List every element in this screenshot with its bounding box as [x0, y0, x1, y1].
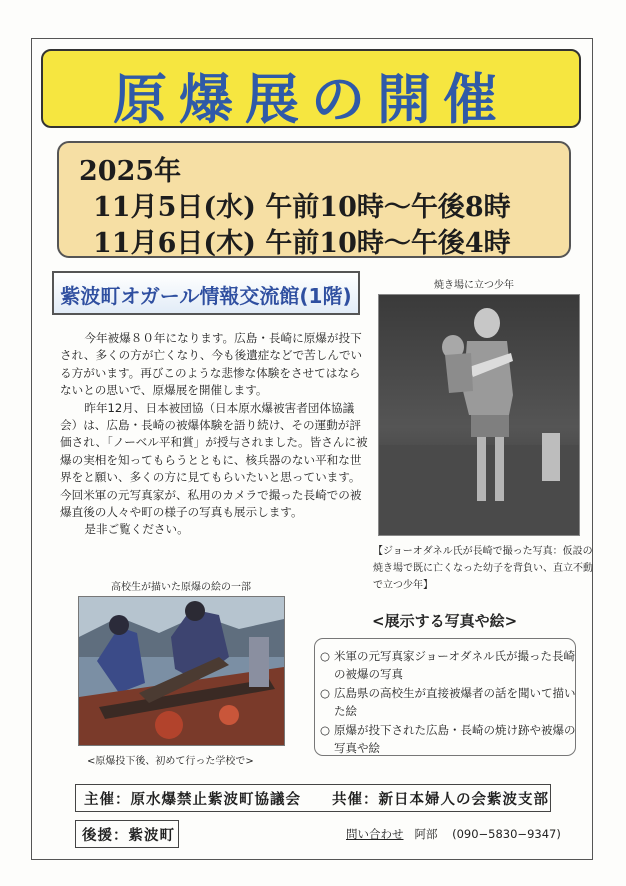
intro-paragraph: 今年被爆８０年になります。広島・長崎に原爆が投下され、多くの方が亡くなり、今も後遺症などで苦しんでいる方がいます。再びこのような悲惨な体験をさせてはならないとの思いで、原爆展を開催します。 [60, 331, 363, 398]
bullet-circle-icon: ○ [320, 686, 331, 700]
contact-label: 問い合わせ [346, 827, 404, 841]
exhibit-heading: <展示する写真や絵> [372, 612, 518, 630]
intro-text [60, 330, 368, 539]
intro-paragraph: 昨年12月、日本被団協（日本原水爆被害者団体協議会）は、広島・長崎の被爆体験を語り続け、その運動が評価され、「ノーベル平和賞」が授与されました。皆さんに被爆の実相を知ってもらうとともに、核兵器のない平和な世界をと願い、多くの方に見てもらいたいと思っています。今回米軍の元写真家が、私用のカメラで撮った長崎での被爆直後の人々や町の様子の写真も展示します。 [60, 400, 368, 520]
organizer-box [75, 784, 551, 812]
photo-title: 焼き場に立つ少年 [434, 280, 514, 291]
photo-caption: 【ジョーオダネル氏が長崎で撮った写真：仮設の焼き場で既に亡くなった幼子を背負い、直立不動で立つ少年】 [373, 546, 593, 591]
intro-paragraph: 是非ご覧ください。 [84, 522, 189, 537]
list-item: ○ 広島県の高校生が直接被爆者の話を聞いて描いた絵 [320, 686, 576, 718]
list-item: ○ 原爆が投下された広島・長崎の焼け跡や被爆の写真や絵 [320, 723, 576, 755]
contact-info [346, 826, 561, 842]
bullet-circle-icon: ○ [320, 723, 331, 737]
page-title: 原爆展の開催 [113, 67, 509, 131]
event-year: 2025年 [79, 156, 182, 187]
title-banner [41, 49, 581, 131]
event-date-2: 11月6日(木) 午前10時〜午後4時 [93, 228, 511, 259]
venue-banner [52, 271, 360, 315]
list-item: ○ 米軍の元写真家ジョーオダネル氏が撮った長崎の被爆の写真 [320, 649, 576, 681]
venue-name: 紫波町オガール情報交流館(1階) [60, 284, 352, 308]
date-panel [57, 141, 571, 258]
painting-artwork [79, 597, 284, 745]
organizer-line: 主催：原水爆禁止紫波町協議会 共催：新日本婦人の会紫波支部 [84, 792, 549, 808]
exhibit-list [314, 638, 576, 756]
boy-photo [378, 294, 580, 536]
support-box [75, 820, 179, 848]
contact-phone: (090−5830−9347) [452, 827, 561, 841]
contact-name: 阿部 [414, 827, 438, 841]
boy-photo-image [379, 295, 579, 535]
bullet-circle-icon: ○ [320, 649, 331, 663]
painting-image [78, 596, 285, 746]
painting-title: 高校生が描いた原爆の絵の一部 [111, 582, 251, 593]
support-line: 後援：紫波町 [82, 828, 175, 844]
painting-caption: <原爆投下後、初めて行った学校で> [87, 756, 254, 767]
event-date-1: 11月5日(水) 午前10時〜午後8時 [93, 192, 511, 223]
